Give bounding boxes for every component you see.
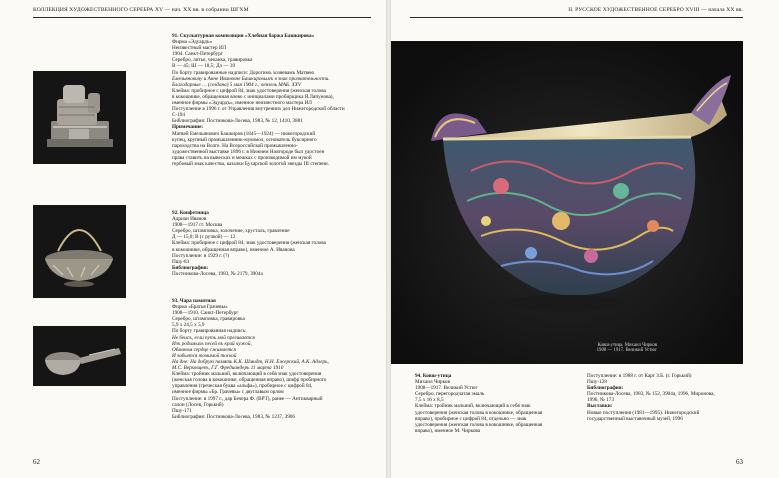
left-page — [0, 0, 386, 478]
entry-91-line: права ставить на вывесках и мешках с производимой им мукой — [172, 154, 312, 161]
entry-94-cont-line: Постникова-Лосева, 1983, № 152, 3904а, 1996, Миронова, — [587, 391, 715, 398]
entry-93-title: 93. Чара памятная — [172, 298, 216, 304]
entry-91 — [172, 33, 377, 167]
photo-charka — [33, 326, 126, 386]
entry-92-line: Клейма: пробирное с цифрой 84, знак удостоверения (женская голова — [172, 240, 326, 247]
entry-93-line: Пшу-171 — [172, 407, 192, 414]
right-page-number: 63 — [736, 458, 743, 466]
entry-91-line: пароходства на Волге. На Всероссийской промышленно- — [172, 142, 298, 149]
left-running-head: КОЛЛЕКЦИЯ ХУДОЖЕСТВЕННОГО СЕРЕБРА XV — нач. XX вв. в собрании ШГХМ — [33, 7, 249, 13]
entry-91-line: По борту гравированные надписи: Дорогимъ хозяевамъ Матвею — [172, 69, 315, 76]
entry-94-line: Клейма: тройник мальиий, включающий в себя знак — [415, 403, 531, 410]
left-header-rule — [33, 17, 371, 18]
entry-94-title: 94. Ковш-утица — [415, 373, 452, 379]
entry-93-line: именное фирмы «Бр. Грачевы» с двуглавым орлом — [172, 389, 284, 396]
entry-91-title: 91. Скульптурная композиция «Хлебная баржа Башкирова» — [172, 33, 315, 39]
entry-94-line: вправо), пробирное с цифрой 84, отдельно — знак — [415, 415, 527, 422]
entry-93-line: Не беисъ, если путь мой прегивается — [172, 334, 255, 341]
entry-94-cont-line: Выставки: — [587, 403, 613, 410]
photo-caption-line: 1908 — 1917. Великий Устюг — [596, 348, 657, 354]
entry-92-line: Серебро, штамповка, золочение, хрусталь, гравление — [172, 228, 290, 235]
entry-92-line: 1908—1917 гг. Москва — [172, 222, 223, 229]
entry-94-cont-line: 1996, № 173 — [587, 397, 614, 404]
photo-kovsh-utitsa — [391, 41, 743, 364]
entry-93-line: Серебро, штамповка, гравировка — [172, 316, 245, 323]
entry-94-line: вправо), именное М. Чиркова — [415, 427, 481, 434]
entry-94-line: удостоверения (женская голова в кокошнике, обращенная — [415, 421, 543, 428]
charka-image — [33, 326, 126, 386]
photo-caption — [597, 343, 657, 354]
entry-93-line: (женская голова в кокошнике, обращенная вправо), шифр пробирного — [172, 377, 327, 384]
left-page-number: 62 — [33, 458, 40, 466]
entry-94 — [415, 373, 587, 434]
entry-94-cont-line: Библиография: — [587, 385, 624, 392]
entry-94-continued — [587, 373, 752, 422]
entry-91-line: Фирма «Эдуардъ» — [172, 39, 213, 46]
entry-93-line: Клейма: тройник мальиий, включающий в себя знак удостоверения — [172, 371, 322, 378]
entry-93-line: На дне: На добрую память К.К. Шмидт, Н.Н. Ежерский, А.К. Адлерь, — [172, 358, 329, 365]
entry-91-line: Клейма: пробирное с цифрой 84, знак удостоверения (женская голова — [172, 87, 326, 94]
photo-barge-sculpture — [33, 71, 126, 164]
entry-93-line: 1908—1910. Санкт-Петербург — [172, 310, 239, 317]
entry-94-line: Михаил Чирков — [415, 379, 450, 386]
entry-94-line: Серебро, перегородчатая эмаль — [415, 391, 485, 398]
entry-94-cont-line: государственный выставочный музей, 1996 — [587, 415, 683, 422]
entry-92-line: Адриан Иванов — [172, 216, 207, 223]
photo-caption-line: Ковш-утица. Михаил Чирков — [597, 342, 657, 348]
candy-bowl-image — [33, 205, 126, 298]
entry-91-line: 1904. Санкт-Петербург — [172, 51, 223, 58]
entry-93 — [172, 298, 377, 420]
entry-91-line: купец, крупный промышленник-мукомол, основатель буксирного — [172, 136, 317, 143]
entry-92-line: Постникова-Лосева, 1983, № 2179, 3904а — [172, 270, 263, 277]
photo-candy-bowl — [33, 205, 126, 298]
entry-92-line: Библиография: — [172, 264, 209, 271]
entry-94-line: удостоверения (женская голова в кокошнике, обращенная — [415, 409, 543, 416]
entry-93-line: Изъ родимыхъ песей въ край чужой, — [172, 340, 252, 347]
right-page — [391, 0, 779, 478]
right-header-rule — [410, 17, 743, 18]
entry-92-line: Пшу-83 — [172, 258, 190, 265]
entry-91-line: гербовый знак качества, казалки Бухарской золотой звезды III степени. — [172, 160, 329, 167]
entry-91-line: в кокошнике, обращенная влево с инициалами пробирщика Я.Ляпунова), — [172, 93, 334, 100]
entry-91-line: Благодарные … (создана) 5 мая 1904 г.; вензель МАБ. XXV — [172, 81, 302, 88]
entry-91-line: В — 45; Ш — 18,5; Дл — 39 — [172, 63, 236, 70]
entry-92-title: 92. Конфетница — [172, 210, 209, 216]
entry-91-line: именное фирмы «Эдуардъ», именное неизвестного мастера ИЛ — [172, 100, 312, 107]
entry-93-line: М.С. Верховцевъ, Г.Г. Фредиандерь 11 марта 1910 — [172, 365, 284, 372]
barge-sculpture-image — [33, 71, 126, 164]
entry-92-line: Поступление: в 1929 г. (?) — [172, 252, 230, 259]
entry-93-line: управления (греческая буква «альфа»), пробирное с цифрой 84, — [172, 383, 313, 390]
entry-91-line: С-194 — [172, 112, 185, 119]
entry-92-line: Д — 15,0; В (с ручкой) — 12 — [172, 234, 236, 241]
entry-93-line: Обманом сердце сжимается — [172, 346, 236, 353]
entry-93-line: салон (Лосев, Горький) — [172, 401, 224, 408]
entry-94-line: 1908—1917. Великий Устюг — [415, 385, 478, 392]
entry-91-line: Емельяновичу и Анне Ивановне Башкировымъ в знак признательности. — [172, 75, 330, 82]
entry-92-line: в кокошнике, обращенная вправо), именное А. Иванова — [172, 246, 295, 253]
entry-91-line: Библиография: Постникова-Лосева, 1983, № 12, 1410, 3881 — [172, 118, 303, 125]
entry-94-line: 7,5 х 16 х 8,5 — [415, 397, 444, 404]
entry-93-line: И забьется томимой тоской — [172, 352, 237, 359]
entry-93-line: 5,9 х 24,5 х 5,9 — [172, 322, 205, 329]
right-running-head: II. РУССКОЕ ХУДОЖЕСТВЕННОЕ СЕРЕБРО XVIII — начала XX вв. — [568, 7, 743, 13]
entry-94-cont-line: Новые поступления (1981—1995). Нижегородский — [587, 409, 700, 416]
entry-92 — [172, 210, 377, 277]
entry-91-line: Матвей Емельянович Башкиров (1845—1924) — нижегородский — [172, 130, 316, 137]
entry-93-line: Библиография: Постникова-Лосева, 1983, № 1237, 3906 — [172, 413, 295, 420]
entry-91-line: Поступление в 1996 г. от Управления внутренних дел Нижегородской области — [172, 106, 345, 113]
entry-93-line: Фирма «Братья Грачевы» — [172, 304, 228, 311]
entry-94-cont-line: Пшу-128 — [587, 379, 607, 386]
entry-93-line: Поступление: в 1997 г., дар Бечера Ф. (ВРТ), ранее — Антикварный — [172, 395, 323, 402]
kovsh-enamel-image — [391, 41, 743, 364]
entry-91-line: Примечание: — [172, 124, 204, 131]
entry-91-line: Серебро, литье, чеканка, гравировка — [172, 57, 253, 64]
entry-91-line: художественной выставке 1896 г. в Нижнем Новгороде был удостоен — [172, 148, 325, 155]
entry-93-line: По борту гравированная надпись: — [172, 328, 247, 335]
entry-91-line: Неизвестный мастер ИЛ — [172, 45, 227, 52]
entry-94-cont-line: Поступление: в 1988 г. от Карт З.Б. (г. Горький) — [587, 373, 692, 379]
